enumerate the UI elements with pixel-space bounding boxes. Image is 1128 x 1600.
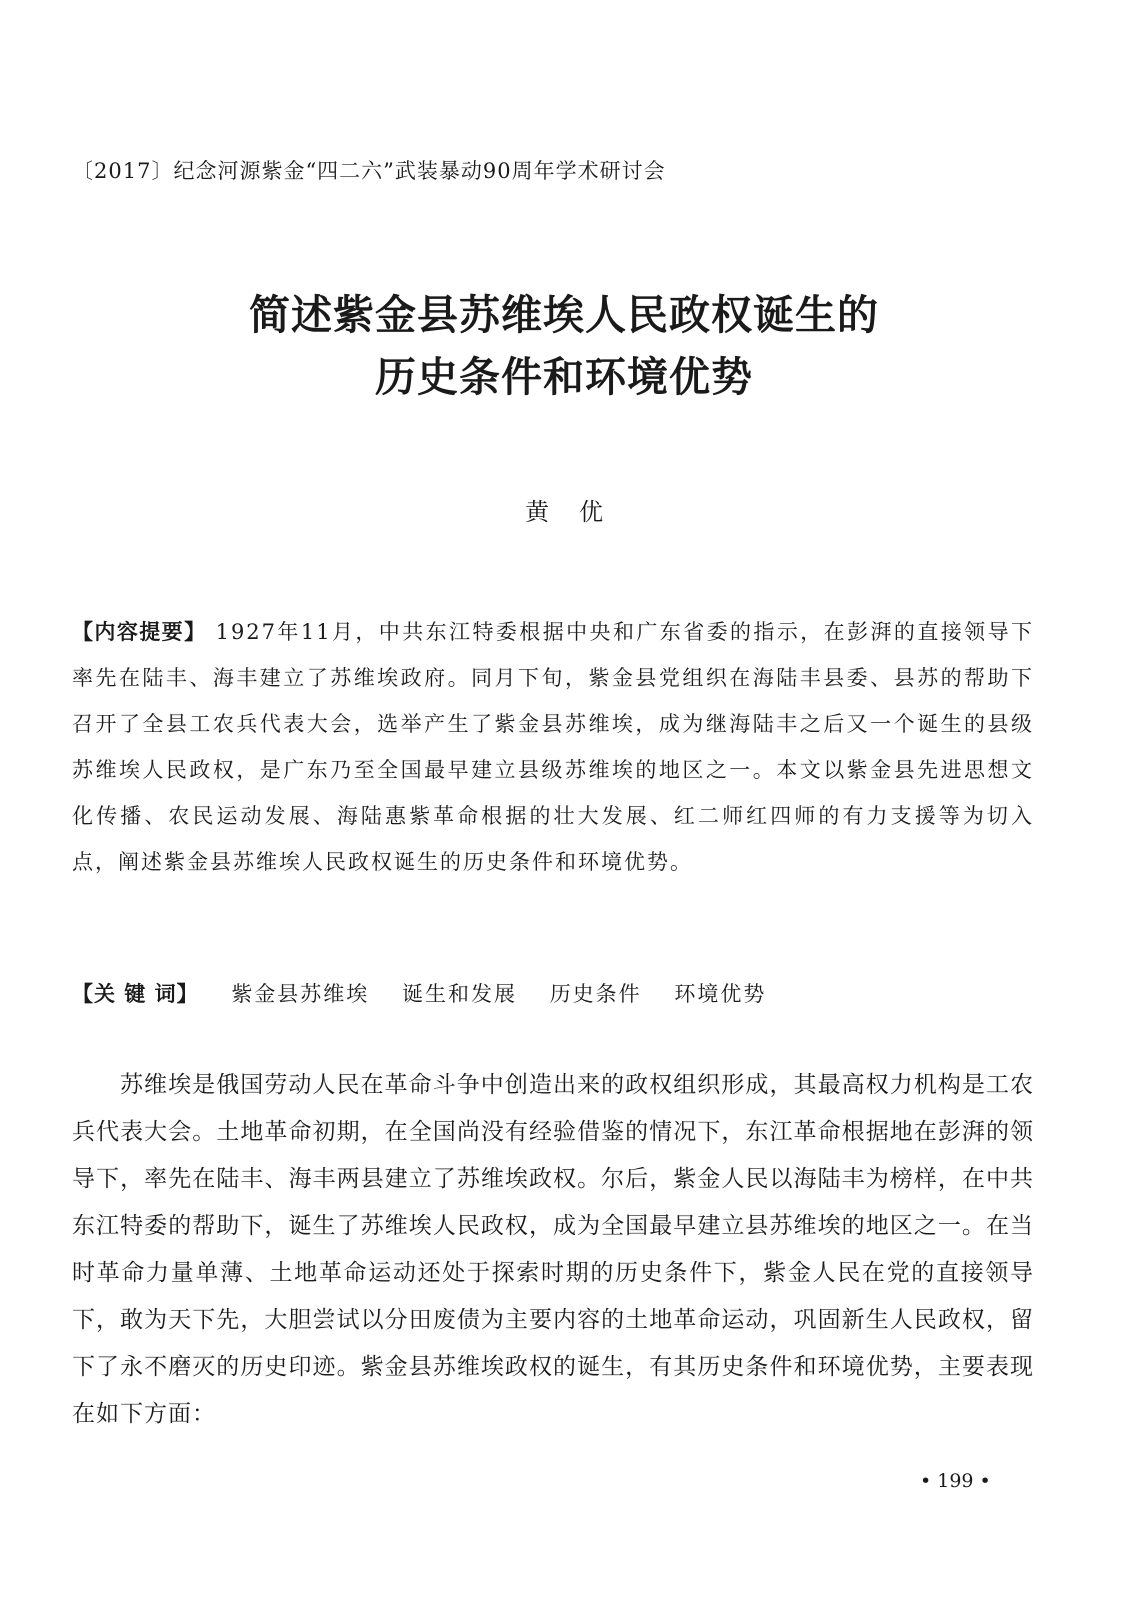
- keyword-item: 诞生和发展: [402, 982, 517, 1006]
- article-title-line-2: 历史条件和环境优势: [375, 353, 753, 401]
- keyword-item: 紫金县苏维埃: [231, 982, 370, 1006]
- running-header: 〔2017〕纪念河源紫金“四二六”武装暴动90周年学术研讨会: [72, 159, 666, 183]
- keyword-item: 环境优势: [674, 982, 767, 1006]
- author-name: 黄优: [525, 498, 633, 526]
- page-number: • 199 •: [920, 1470, 991, 1492]
- abstract-text: 1927年11月，中共东江特委根据中央和广东省委的指示，在彭湃的直接领导下率先在陆丰、海丰建立了苏维埃政府。同月下旬，紫金县党组织在海陆丰县委、县苏的帮助下召开了全县工农兵代表大会，选举产生了紫金县苏维埃，成为继海陆丰之后又一个诞生的县级苏维埃人民政权，是广东乃至全国最早建立县级苏维埃的地区之一。本文以紫金县先进思想文化传播、农民运动发展、海陆惠紫革命根据的壮大发展、红二师红四师的有力支援等为切入点，阐述紫金县苏维埃人民政权诞生的历史条件和环境优势。: [72, 620, 1034, 874]
- article-title-line-1: 简述紫金县苏维埃人民政权诞生的: [249, 291, 879, 339]
- abstract-label: 【内容提要】: [72, 620, 207, 644]
- keywords: [72, 978, 766, 1008]
- keywords-label: 【关 键 词】: [72, 982, 199, 1006]
- body-paragraph: 苏维埃是俄国劳动人民在革命斗争中创造出来的政权组织形成，其最高权力机构是工农兵代表大会。土地革命初期，在全国尚没有经验借鉴的情况下，东江革命根据地在彭湃的领导下，率先在陆丰、海丰两县建立了苏维埃政权。尔后，紫金人民以海陆丰为榜样，在中共东江特委的帮助下，诞生了苏维埃人民政权，成为全国最早建立县苏维埃的地区之一。在当时革命力量单薄、土地革命运动还处于探索时期的历史条件下，紫金人民在党的直接领导下，敢为天下先，大胆尝试以分田废债为主要内容的土地革命运动，巩固新生人民政权，留下了永不磨灭的历史印迹。紫金县苏维埃政权的诞生，有其历史条件和环境优势，主要表现在如下方面：: [72, 1072, 1034, 1427]
- abstract: [72, 609, 1034, 885]
- keyword-item: 历史条件: [549, 982, 642, 1006]
